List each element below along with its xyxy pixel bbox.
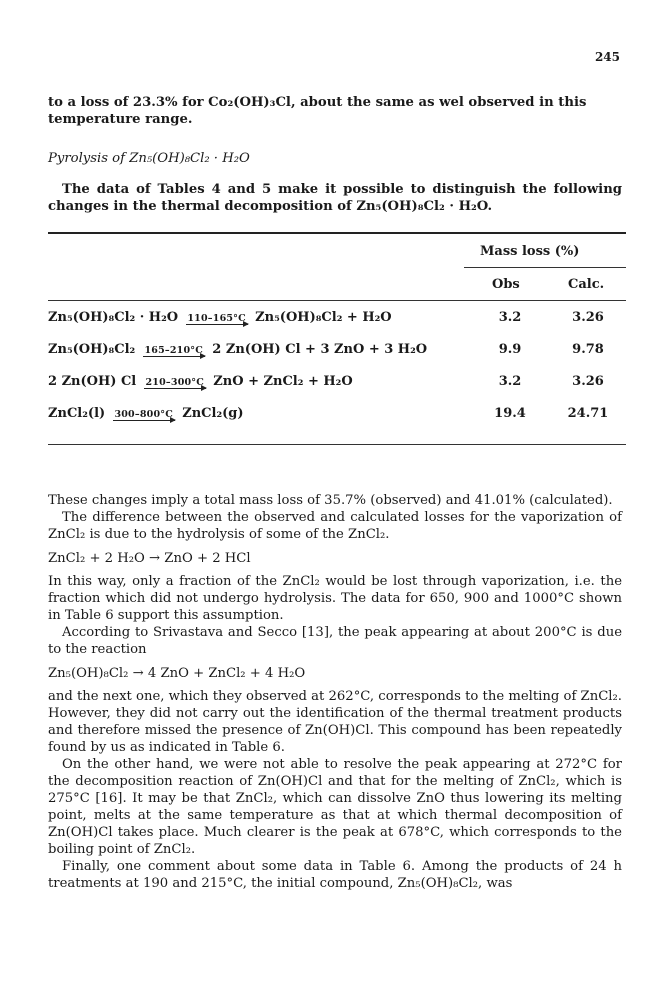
paragraph: In this way, only a fraction of the ZnCl₂ would be lost through vaporization, i.e. the fraction which did not undergo hydrolysis. The data for 650, 900 and 1000°C shown in Table 6 support this assumption. [48, 574, 622, 623]
temperature-range: 110–165°C [187, 313, 246, 324]
reaction [48, 310, 392, 325]
obs-value: 9.9 [498, 342, 522, 357]
table-row [48, 342, 626, 364]
lead-paragraph [48, 181, 622, 215]
table-row [48, 374, 626, 396]
reactant: Zn₅(OH)₈Cl₂ [48, 342, 136, 357]
temperature-range: 300–800°C [114, 409, 173, 420]
paragraph: The difference between the observed and calculated losses for the vaporization of ZnCl₂ is due to the hydrolysis of some of the ZnCl₂. [48, 510, 622, 542]
obs-header: Obs [492, 277, 520, 292]
body-text [48, 492, 622, 892]
reaction-arrow [186, 314, 248, 325]
lead-text: The data of Tables 4 and 5 make it possible to distinguish the following changes in the thermal decomposition of Zn₅(OH)₈Cl₂ · H₂O. [48, 182, 622, 214]
paragraph: Finally, one comment about some data in Table 6. Among the products of 24 h treatments at 190 and 215°C, the initial compound, Zn₅(OH)₈Cl₂, was [48, 859, 622, 891]
intro-text [48, 94, 622, 128]
table-bottom-rule [48, 444, 626, 445]
reaction-arrow [143, 346, 205, 357]
reactant: ZnCl₂(l) [48, 406, 106, 421]
reaction-arrow [113, 410, 175, 421]
reaction [48, 342, 427, 357]
product: Zn₅(OH)₈Cl₂ + H₂O [255, 310, 392, 325]
calc-value: 9.78 [572, 342, 604, 357]
temperature-range: 165–210°C [144, 345, 204, 356]
reactant: Zn₅(OH)₈Cl₂ · H₂O [48, 310, 179, 325]
reaction [48, 374, 353, 389]
obs-value: 3.2 [498, 374, 522, 389]
temperature-range: 210–300°C [145, 377, 205, 388]
product: 2 Zn(OH) Cl + 3 ZnO + 3 H₂O [212, 342, 428, 357]
product: ZnCl₂(g) [182, 406, 244, 421]
intro-line-1: to a loss of 23.3% for Co₂(OH)₃Cl, about the same as wel observed in this [48, 95, 587, 110]
equation-hydrolysis: ZnCl₂ + 2 H₂O → ZnO + 2 HCl [48, 551, 251, 566]
product: ZnO + ZnCl₂ + H₂O [213, 374, 353, 389]
section-heading: Pyrolysis of Zn₅(OH)₈Cl₂ · H₂O [48, 151, 250, 166]
obs-value: 19.4 [494, 406, 526, 421]
page-number: 245 [594, 50, 620, 64]
reactant: 2 Zn(OH) Cl [48, 374, 137, 389]
mass-loss-header: Mass loss (%) [480, 244, 580, 259]
reaction [48, 406, 244, 421]
paragraph: and the next one, which they observed at 262°C, corresponds to the melting of ZnCl₂. However, they did not carry out the identification of the thermal treatment products and therefore missed the presence of Zn(OH)Cl. This compound has been repeatedly found by us as indicated in Table 6. [48, 689, 622, 755]
equation-decomposition: Zn₅(OH)₈Cl₂ → 4 ZnO + ZnCl₂ + 4 H₂O [48, 666, 306, 681]
calc-header: Calc. [568, 277, 605, 292]
obs-value: 3.2 [498, 310, 522, 325]
intro-line-2: temperature range. [48, 112, 193, 127]
paragraph: On the other hand, we were not able to resolve the peak appearing at 272°C for the decomposition reaction of Zn(OH)Cl and that for the melting of ZnCl₂, which is 275°C [16]. It may be that ZnCl₂, which can dissolve ZnO thus lowering its melting point, melts at the same temperature as that at which thermal decomposition of Zn(OH)Cl takes place. Much clearer is the peak at 678°C, which corresponds to the boiling point of ZnCl₂. [48, 757, 622, 857]
table-row [48, 310, 626, 332]
calc-value: 24.71 [567, 406, 609, 421]
calc-value: 3.26 [572, 310, 604, 325]
reaction-arrow [144, 378, 206, 389]
table-top-rule [48, 232, 626, 234]
paragraph: These changes imply a total mass loss of 35.7% (observed) and 41.01% (calculated). [48, 493, 613, 508]
paragraph: According to Srivastava and Secco [13], the peak appearing at about 200°C is due to the reaction [48, 625, 622, 657]
group-header-rule [464, 267, 626, 268]
table-header-rule [48, 300, 626, 301]
calc-value: 3.26 [572, 374, 604, 389]
table-row [48, 406, 626, 428]
